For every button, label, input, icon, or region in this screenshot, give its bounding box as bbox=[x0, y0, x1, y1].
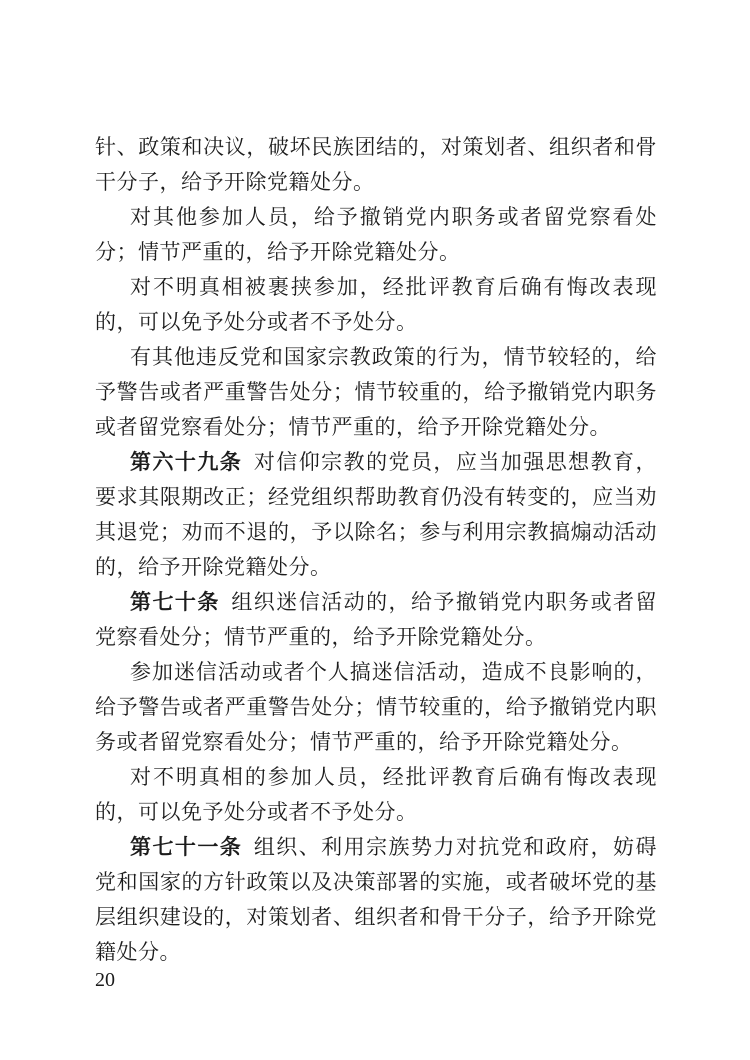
page-number: 20 bbox=[95, 969, 115, 991]
article-number-label: 第七十条 bbox=[130, 590, 220, 614]
paragraph-text: 组织迷信活动的，给予撤销党内职务或者留党察看处分；情节严重的，给予开除党籍处分。 bbox=[95, 590, 658, 649]
body-paragraph-article-69 bbox=[95, 445, 657, 585]
paragraph-text: 有其他违反党和国家宗教政策的行为，情节较轻的，给予警告或者严重警告处分；情节较重的，给予撤销党内职务或者留党察看处分；情节严重的，给予开除党籍处分。 bbox=[95, 345, 657, 439]
body-paragraph bbox=[95, 200, 657, 270]
body-paragraph bbox=[95, 340, 657, 445]
body-paragraph-article-71 bbox=[95, 830, 657, 970]
body-paragraph-continuation bbox=[95, 130, 657, 200]
paragraph-text: 针、政策和决议，破坏民族团结的，对策划者、组织者和骨干分子，给予开除党籍处分。 bbox=[95, 135, 657, 194]
paragraph-text: 对信仰宗教的党员，应当加强思想教育，要求其限期改正；经党组织帮助教育仍没有转变的，应当劝其退党；劝而不退的，予以除名；参与利用宗教搞煽动活动的，给予开除党籍处分。 bbox=[95, 450, 658, 579]
paragraph-text: 组织、利用宗族势力对抗党和政府，妨碍党和国家的方针政策以及决策部署的实施，或者破坏党的基层组织建设的，对策划者、组织者和骨干分子，给予开除党籍处分。 bbox=[95, 835, 658, 964]
paragraph-text: 对不明真相的参加人员，经批评教育后确有悔改表现的，可以免予处分或者不予处分。 bbox=[95, 765, 657, 824]
paragraph-text: 对不明真相被裹挟参加，经批评教育后确有悔改表现的，可以免予处分或者不予处分。 bbox=[95, 275, 657, 334]
document-body bbox=[95, 130, 657, 970]
body-paragraph bbox=[95, 655, 657, 760]
body-paragraph-article-70 bbox=[95, 585, 657, 655]
paragraph-text: 参加迷信活动或者个人搞迷信活动，造成不良影响的，给予警告或者严重警告处分；情节较重的，给予撤销党内职务或者留党察看处分；情节严重的，给予开除党籍处分。 bbox=[95, 660, 657, 754]
body-paragraph bbox=[95, 270, 657, 340]
article-number-label: 第七十一条 bbox=[130, 835, 243, 859]
body-paragraph bbox=[95, 760, 657, 830]
article-number-label: 第六十九条 bbox=[130, 450, 243, 474]
paragraph-text: 对其他参加人员，给予撤销党内职务或者留党察看处分；情节严重的，给予开除党籍处分。 bbox=[95, 205, 657, 264]
